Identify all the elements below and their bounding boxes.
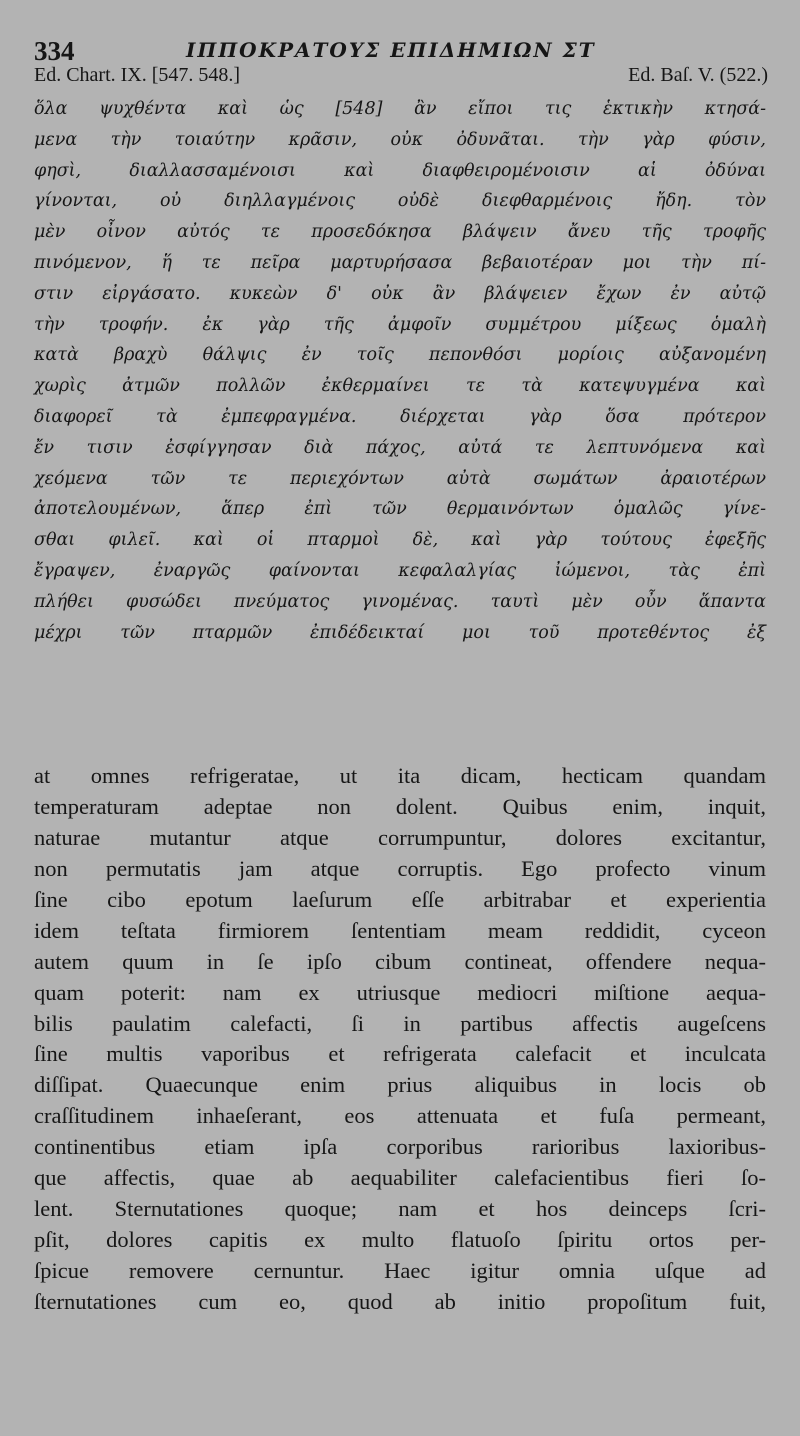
latin-text-line: naturae mutantur atque corrumpuntur, dolores excitantur, [34,824,766,850]
greek-text-line: διαφορεῖ τὰ ἐμπεφραγμένα. διέρχεται γὰρ ὅσα πρότερον [34,406,766,427]
latin-text-line: temperaturam adeptae non dolent. Quibus enim, inquit, [34,793,766,819]
greek-text-line: σθαι φιλεῖ. καὶ οἱ πταρμοὶ δὲ, καὶ γὰρ τούτους ἐφεξῆς [34,530,766,551]
latin-text-line: ſpicue removere cernuntur. Haec igitur omnia uſque ad [34,1258,766,1283]
latin-text-line: ſine cibo epotum laeſurum eſſe arbitrabar et experientia [34,886,766,912]
page-number: 334 [34,36,75,66]
edition-references [34,64,768,94]
running-title: ΙΠΠΟΚΡΑΤΟΥΣ ΕΠΙΔΗΜΙΩΝ ΣΤ [186,38,596,62]
greek-text-line: ἔγραψεν, ἐναργῶς φαίνονται κεφαλαλγίας ἰώμενοι, τὰς ἐπὶ [34,560,766,581]
greek-text-line: ὅλα ψυχθέντα καὶ ὡς [548] ἂν εἴποι τις ἑκτικὴν κτησά- [34,99,766,119]
latin-text-line: ſine multis vaporibus et refrigerata calefacit et inculcata [34,1041,766,1067]
latin-text-line: non permutatis jam atque corruptis. Ego profecto vinum [34,855,766,881]
latin-text-line: craſſitudinem inhaeſerant, eos attenuata et fuſa permeant, [34,1103,766,1129]
latin-text-line: idem teſtata firmiorem ſententiam meam reddidit, cyceon [34,917,766,943]
greek-text-line: πλήθει φυσώδει πνεύματος γινομένας. ταυτὶ μὲν οὖν ἅπαντα [34,591,766,612]
greek-text-line: χεόμενα τῶν τε περιεχόντων αὐτὰ σωμάτων ἀραιοτέρων [34,468,766,489]
latin-text-line: pſit, dolores capitis ex multo flatuoſo ſpiritu ortos per- [34,1227,766,1253]
greek-text-line: μενα τὴν τοιαύτην κρᾶσιν, οὐκ ὀδυνᾶται. τὴν γὰρ φύσιν, [34,129,766,150]
greek-text-line: στιν εἰργάσατο. κυκεὼν δ' οὐκ ἂν βλάψειεν ἔχων ἐν αὐτῷ [34,283,766,304]
edition-reference-basel: Ed. Baſ. V. (522.) [628,64,768,86]
greek-text-line: κατὰ βραχὺ θάλψις ἐν τοῖς πεπονθόσι μορίοις αὐξανομένη [34,345,766,366]
greek-text-line: μέχρι τῶν πταρμῶν ἐπιδέδεικταί μοι τοῦ προτεθέντος ἐξ [34,622,766,643]
greek-text-block [34,94,766,648]
latin-text-line: lent. Sternutationes quoque; nam et hos deinceps ſcri- [34,1196,766,1222]
latin-text-line: ſternutationes cum eo, quod ab initio propoſitum fuit, [34,1288,766,1314]
edition-reference-chartier: Ed. Chart. IX. [547. 548.] [34,64,241,86]
greek-text-line: χωρὶς ἀτμῶν πολλῶν ἐκθερμαίνει τε τὰ κατεψυγμένα καὶ [34,376,766,397]
latin-text-line: diſſipat. Quaecunque enim prius aliquibus in locis ob [34,1072,766,1098]
latin-text-line: quam poterit: nam ex utriusque mediocri miſtione aequa- [34,979,766,1005]
greek-text-line: γίνονται, οὐ διηλλαγμένοις οὐδὲ διεφθαρμένοις ἤδη. τὸν [34,191,766,212]
greek-text-line: πινόμενον, ἥ τε πεῖρα μαρτυρήσασα βεβαιοτέραν μοι τὴν πί- [34,252,766,273]
latin-text-line: que affectis, quae ab aequabiliter calefacientibus fieri ſo- [34,1165,766,1191]
greek-text-line: ἀποτελουμένων, ἅπερ ἐπὶ τῶν θερμαινόντων ὁμαλῶς γίνε- [34,499,766,520]
greek-text-line: μὲν οἶνον αὐτός τε προσεδόκησα βλάψειν ἄνευ τῆς τροφῆς [34,222,766,243]
latin-text-block [34,761,766,1318]
greek-text-line: ἔν τισιν ἐσφίγγησαν διὰ πάχος, αὐτά τε λεπτυνόμενα καὶ [34,437,766,458]
latin-text-line: autem quum in ſe ipſo cibum contineat, offendere nequa- [34,948,766,974]
latin-text-line: continentibus etiam ipſa corporibus rarioribus laxioribus- [34,1134,766,1160]
latin-text-line: at omnes refrigeratae, ut ita dicam, hecticam quandam [34,763,766,788]
greek-text-line: τὴν τροφήν. ἐκ γὰρ τῆς ἀμφοῖν συμμέτρου μίξεως ὁμαλὴ [34,314,766,335]
page-header [30,28,770,68]
greek-text-line: φησὶ, διαλλασσαμένοισι καὶ διαφθειρομένοισιν αἱ ὀδύναι [34,160,766,181]
latin-text-line: bilis paulatim calefacti, ſi in partibus affectis augeſcens [34,1010,766,1036]
